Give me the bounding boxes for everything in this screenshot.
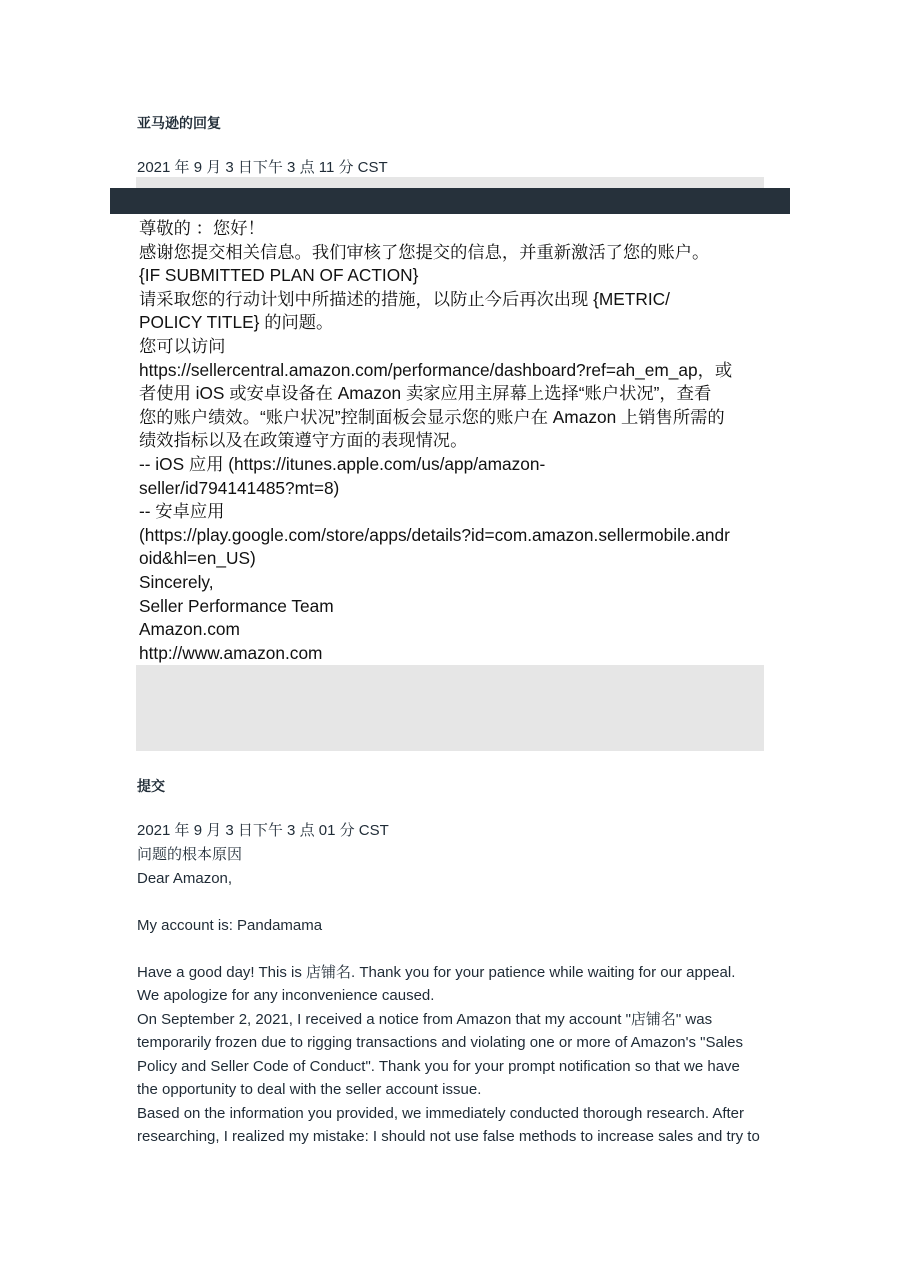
reply-signoff: Sincerely, bbox=[139, 571, 214, 592]
reply-timestamp: 2021 年 9 月 3 日下午 3 点 11 分 CST bbox=[137, 159, 388, 176]
reply-message-body bbox=[139, 217, 765, 665]
reply-line: 者使用 iOS 或安卓设备在 Amazon 卖家应用主屏幕上选择“账户状况”，查看 bbox=[139, 383, 712, 404]
reply-signature-url: http://www.amazon.com bbox=[139, 642, 323, 663]
reply-line: POLICY TITLE} 的问题。 bbox=[139, 312, 334, 333]
reply-header-bar bbox=[110, 188, 790, 214]
reply-line: 请采取您的行动计划中所描述的措施，以防止今后再次出现 {METRIC/ bbox=[139, 288, 670, 309]
reply-link-ios-cont: seller/id794141485?mt=8) bbox=[139, 477, 340, 498]
reply-line: 您可以访问 bbox=[139, 335, 226, 356]
reply-line: 感谢您提交相关信息。我们审核了您提交的信息，并重新激活了您的账户。 bbox=[139, 241, 710, 262]
submission-paragraph-line: We apologize for any inconvenience caused. bbox=[137, 987, 435, 1004]
reply-line: 尊敬的 ：您好！ bbox=[139, 218, 265, 238]
reply-line: -- 安卓应用 bbox=[139, 501, 225, 522]
reply-signature-company: Amazon.com bbox=[139, 619, 240, 640]
submission-paragraph-line: temporarily frozen due to rigging transactions and violating one or more of Amazon's "Sales bbox=[137, 1034, 744, 1051]
reply-heading: 亚马逊的回复 bbox=[137, 116, 221, 132]
reply-line: 您的账户绩效。“账户状况”控制面板会显示您的账户在 Amazon 上销售所需的 bbox=[139, 406, 725, 427]
reply-link-android: (https://play.google.com/store/apps/details?id=com.amazon.sellermobile.andr bbox=[139, 524, 730, 545]
blank-line bbox=[137, 937, 767, 961]
reply-link-dashboard: https://sellercentral.amazon.com/performance/dashboard?ref=ah_em_ap，或 bbox=[139, 359, 733, 380]
submission-heading: 提交 bbox=[137, 779, 165, 795]
reply-signature-team: Seller Performance Team bbox=[139, 595, 334, 616]
submission-paragraph-line: Policy and Seller Code of Conduct". Thank you for your prompt notification so that we have bbox=[137, 1057, 740, 1075]
submission-account-line: My account is: Pandamama bbox=[137, 916, 323, 934]
submission-paragraph-line: Based on the information you provided, we immediately conducted thorough research. After bbox=[137, 1104, 745, 1122]
reply-link-ios: -- iOS 应用 (https://itunes.apple.com/us/app/amazon- bbox=[139, 453, 546, 474]
reply-link-android-cont: oid&hl=en_US) bbox=[139, 548, 256, 569]
reply-top-band bbox=[136, 177, 764, 188]
submission-paragraph-line: Have a good day! This is 店铺名. Thank you for your patience while waiting for our appeal. bbox=[137, 963, 736, 981]
blank-line bbox=[137, 890, 767, 914]
reply-line: 绩效指标以及在政策遵守方面的表现情况。 bbox=[139, 430, 468, 451]
submission-timestamp: 2021 年 9 月 3 日下午 3 点 01 分 CST bbox=[137, 822, 389, 839]
reply-bottom-band bbox=[136, 665, 764, 751]
submission-paragraph-line: On September 2, 2021, I received a notice from Amazon that my account "店铺名" was bbox=[137, 1010, 713, 1028]
submission-message-body bbox=[137, 843, 767, 1149]
submission-subject: 问题的根本原因 bbox=[137, 846, 243, 863]
submission-paragraph-line: the opportunity to deal with the seller account issue. bbox=[137, 1081, 482, 1098]
reply-line: {IF SUBMITTED PLAN OF ACTION} bbox=[139, 265, 419, 286]
submission-paragraph-line: researching, I realized my mistake: I should not use false methods to increase sales and try to bbox=[137, 1128, 760, 1145]
submission-greeting: Dear Amazon, bbox=[137, 869, 233, 887]
